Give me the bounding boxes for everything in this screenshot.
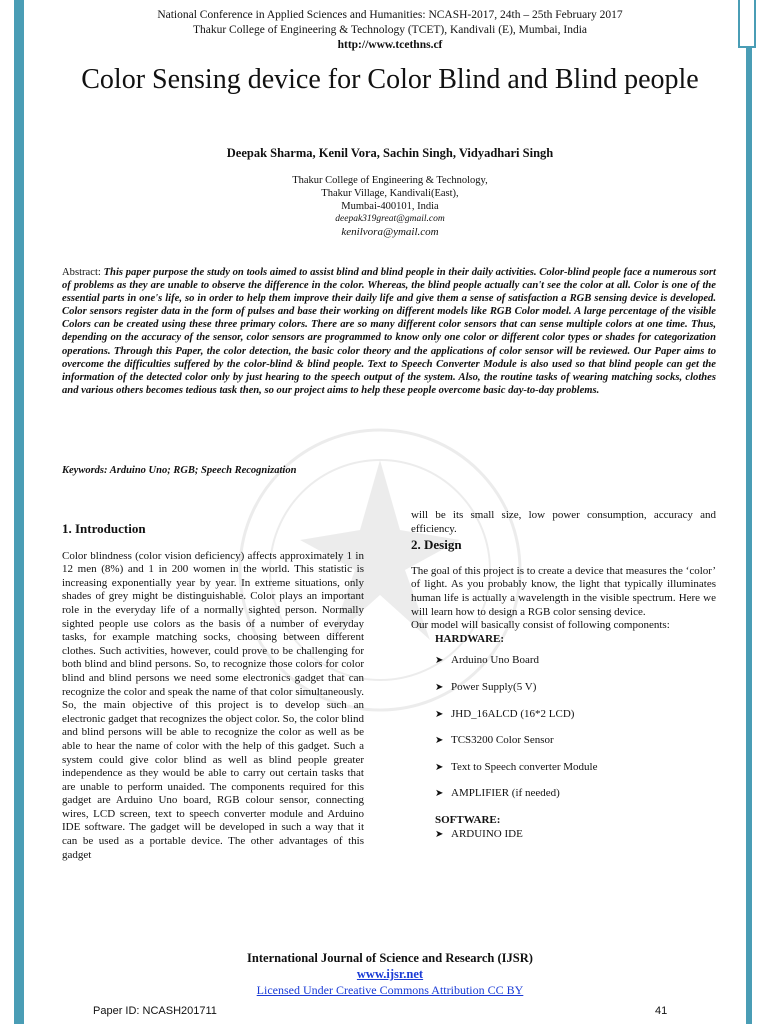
list-item: ➤ Text to Speech converter Module — [435, 760, 598, 773]
list-item: ➤ Power Supply(5 V) — [435, 680, 537, 693]
right-margin-bar — [738, 0, 768, 1024]
arrow-bullet-icon: ➤ — [435, 761, 444, 773]
arrow-bullet-icon: ➤ — [435, 735, 444, 747]
arrow-bullet-icon: ➤ — [435, 681, 444, 693]
affiliation-line-2: Thakur Village, Kandivali(East), — [321, 188, 459, 199]
list-item: ➤ ARDUINO IDE — [435, 827, 523, 840]
keywords: Keywords: Arduino Uno; RGB; Speech Recognization — [62, 465, 297, 476]
hardware-list — [411, 654, 716, 801]
journal-footer — [60, 950, 720, 998]
affiliation-line-1: Thakur College of Engineering & Technology, — [292, 175, 488, 186]
author-email-2: kenilvora@ymail.com — [341, 226, 439, 238]
conference-header — [60, 8, 720, 53]
design-heading: 2. Design — [411, 537, 462, 553]
affiliation — [60, 174, 720, 239]
design-text: The goal of this project is to create a device that measures the ‘color’ of light. As you probably know, the light that typically illuminates human life is actually a wavelength in the visible spectrum. Here we will learn how to design a RGB color sensing device. — [411, 564, 716, 618]
arrow-bullet-icon: ➤ — [435, 655, 444, 667]
arrow-bullet-icon: ➤ — [435, 708, 444, 720]
list-item: ➤ TCS3200 Color Sensor — [435, 734, 554, 747]
journal-name: International Journal of Science and Research (IJSR) — [247, 951, 533, 965]
software-list — [411, 828, 716, 842]
abstract — [62, 266, 716, 397]
arrow-bullet-icon: ➤ — [435, 828, 444, 840]
conference-url[interactable]: http://www.tcethns.cf — [337, 39, 443, 51]
left-column — [62, 522, 364, 862]
author-email-1: deepak319great@gmail.com — [335, 214, 445, 224]
left-margin-bar — [14, 0, 24, 1024]
abstract-label: Abstract: — [62, 267, 104, 278]
arrow-bullet-icon: ➤ — [435, 788, 444, 800]
conference-line-1: National Conference in Applied Sciences and Humanities: NCASH-2017, 24th – 25th February 2017 — [157, 9, 623, 21]
license-link[interactable]: Licensed Under Creative Commons Attribution CC BY — [256, 983, 524, 997]
introduction-text: Color blindness (color vision deficiency) affects approximately 1 in 12 men (8%) and 1 in 200 women in the world. This statistic is increasing exponentially year by year. In extreme situations, only shades of grey might be distinguishable. Color plays an important role in the everyday life of a normally sighted person. Normally sighted people use colors as the basis of a number of everyday tasks, for example matching socks, choosing between different clothes. Such activities, however, could prove to be challenging for both blind and blind persons. So, to recognize those colors for color blind and blind persons we need some electronics gadget that can recognize the color and speak the name of that color simultaneously. So, the main objective of this project is to develop such an electronic gadget that recognizes the object color. So, the color blind and blind persons will be able to recognize the color as well as be able to hear the name of color with the help of this gadget. Such a system could give color blind as well as blind people greater independence as they would be able to carry out certain tasks that are unable to perform unaided. The components required for this gadget are Arduino Uno board, RGB colour sensor, connecting wires, LCD screen, text to speech converter module and Arduino IDE software. The gadget will be developed in such a way that it can be used as a portable device. The other advantages of this gadget — [62, 549, 364, 861]
right-column — [411, 509, 716, 841]
journal-site-link[interactable]: www.ijsr.net — [356, 967, 424, 981]
conference-line-2: Thakur College of Engineering & Technology (TCET), Kandivali (E), Mumbai, India — [192, 24, 588, 36]
paper-id: Paper ID: NCASH201711 — [93, 1005, 217, 1017]
paper-authors: Deepak Sharma, Kenil Vora, Sachin Singh, Vidyadhari Singh — [226, 146, 554, 160]
page-number: 41 — [655, 1005, 668, 1017]
list-item: ➤ JHD_16ALCD (16*2 LCD) — [435, 707, 575, 720]
model-text: Our model will basically consist of following components: — [411, 619, 670, 632]
hardware-title: HARDWARE: — [435, 632, 505, 645]
list-item: ➤ AMPLIFIER (if needed) — [435, 787, 560, 800]
abstract-body: This paper purpose the study on tools aimed to assist blind and blind people in their daily activities. Color-blind people face a numerous sort of problems as they are unable to observe the difference in the color. Whereas, the blind people actually can't see the color at all. Color is one of the essential parts in one's life, so in order to help them improve their daily life and give them a sense of satisfaction a RGB sensing device is developed. Color sensors register data in the form of pulses and base their working on different models like RGB Color model. A large percentage of the visible Colors can be created using these three primary colors. There are so many different color sensors that can sense multiple colors at one time. Thus, depending on the accuracy of the sensor, color sensors are programmed to know only one color or different color types or shades for categorization operations. Through this Paper, the color detection, the basic color theory and the applications of color sensor will be reviewed. Our Paper aims to overcome the difficulties suffered by the color-blind & blind people. Text to Speech Converter Module is also used so that blind people can get the information of the detected color only by just hearing to the speech output of the system. Also, the routine tasks of wearing matching socks, clothes and various others becomes tedious task then, so our project aims to help these people overcome basic day-to-day problems. — [62, 267, 717, 396]
paper-title: Color Sensing device for Color Blind and Blind people — [81, 64, 699, 95]
software-title: SOFTWARE: — [435, 813, 501, 826]
introduction-continuation: will be its small size, low power consumption, accuracy and efficiency. — [411, 509, 716, 535]
affiliation-line-3: Mumbai-400101, India — [341, 201, 439, 212]
list-item: ➤ Arduino Uno Board — [435, 654, 539, 667]
introduction-heading: 1. Introduction — [62, 521, 146, 536]
